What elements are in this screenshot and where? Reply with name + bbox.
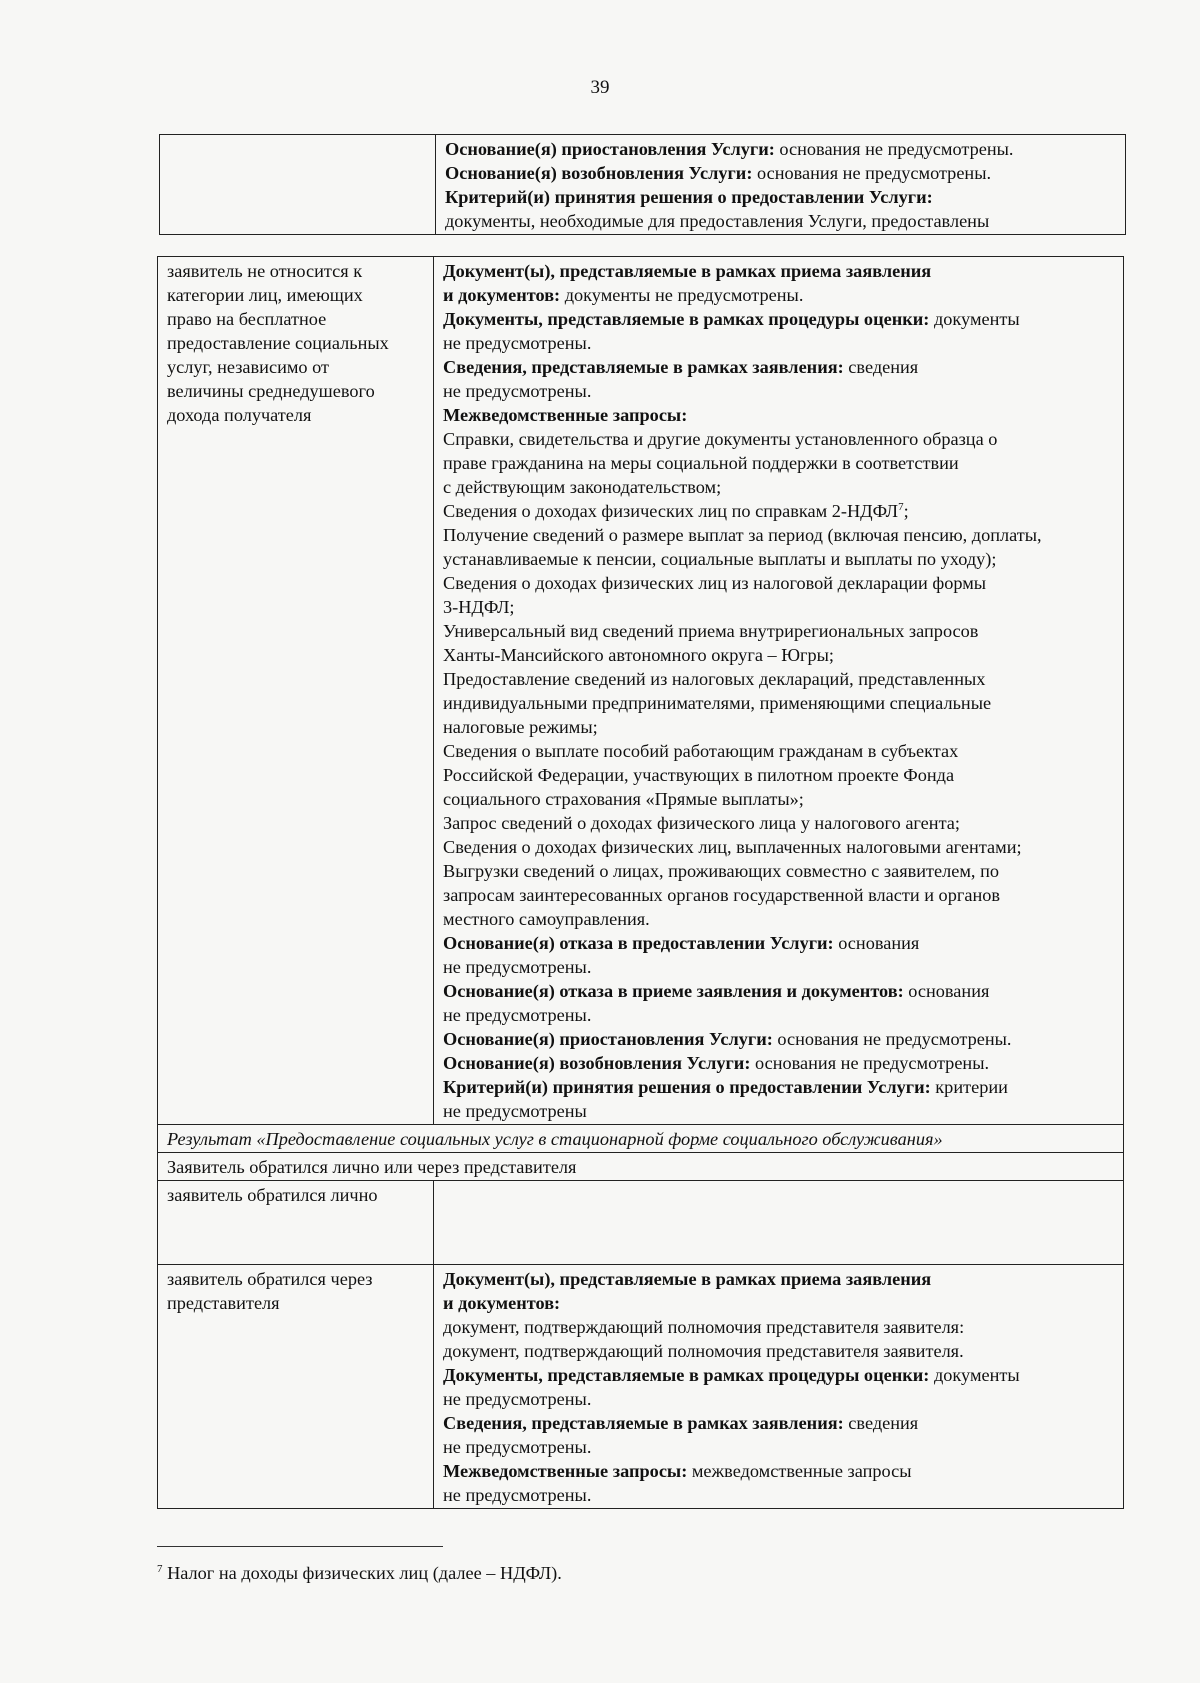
- text-segment: Сведения о выплате пособий работающим гражданам в субъектах: [443, 741, 959, 761]
- bold-segment: Основание(я) возобновления Услуги:: [443, 1053, 751, 1073]
- criteria-cell: [158, 257, 434, 1125]
- text-line: [443, 1459, 1115, 1483]
- text-line: [445, 185, 1117, 209]
- text-segment: не предусмотрены.: [443, 1485, 592, 1505]
- text-segment: не предусмотрены.: [443, 957, 592, 977]
- text-segment: Предоставление сведений из налоговых деклараций, представленных: [443, 669, 986, 689]
- text-line: [443, 259, 1115, 283]
- representative-applicant-cell: [158, 1265, 434, 1509]
- text-line: [443, 907, 1115, 931]
- plain-lines: [167, 1267, 425, 1315]
- text-line: [443, 763, 1115, 787]
- bold-segment: Основание(я) возобновления Услуги:: [445, 163, 753, 183]
- text-line: [443, 643, 1115, 667]
- text-segment: основания не предусмотрены.: [750, 1053, 990, 1073]
- table-row: [158, 1181, 1124, 1265]
- text-line: [443, 835, 1115, 859]
- text-line: дохода получателя: [167, 405, 312, 425]
- text-segment: не предусмотрены.: [443, 1389, 592, 1409]
- text-segment: Сведения о доходах физических лиц, выплаченных налоговыми агентами;: [443, 837, 1022, 857]
- applicant-heading: Заявитель обратился лично или через представителя: [158, 1153, 1124, 1181]
- text-segment: документы: [929, 309, 1020, 329]
- text-segment: устанавливаемые к пенсии, социальные выплаты и выплаты по уходу);: [443, 549, 997, 569]
- text-segment: запросам заинтересованных органов государственной власти и органов: [443, 885, 1001, 905]
- text-line: [443, 787, 1115, 811]
- personal-applicant-cell: заявитель обратился лично: [158, 1181, 434, 1265]
- text-segment: основания не предусмотрены.: [774, 139, 1014, 159]
- text-line: [443, 955, 1115, 979]
- text-segment: документы: [929, 1365, 1020, 1385]
- text-segment: документ, подтверждающий полномочия представителя заявителя.: [443, 1341, 964, 1361]
- text-line: [443, 355, 1115, 379]
- text-line: [443, 931, 1115, 955]
- text-line: представителя: [167, 1293, 280, 1313]
- text-segment: Ханты-Мансийского автономного округа – Югры;: [443, 645, 835, 665]
- text-line: [443, 1315, 1115, 1339]
- text-line: [443, 595, 1115, 619]
- text-line: [443, 859, 1115, 883]
- rich-lines: [443, 259, 1115, 1123]
- bold-segment: и документов:: [443, 285, 561, 305]
- footnote-marker: 7: [157, 1562, 163, 1575]
- result-heading: Результат «Предоставление социальных услуг в стационарной форме социального обслуживания»: [158, 1125, 1124, 1153]
- text-segment: налоговые режимы;: [443, 717, 598, 737]
- text-line: [443, 739, 1115, 763]
- bold-segment: Межведомственные запросы:: [443, 405, 688, 425]
- text-segment: праве гражданина на меры социальной поддержки в соответствии: [443, 453, 959, 473]
- text-segment: 3-НДФЛ;: [443, 597, 515, 617]
- bold-segment: Критерий(и) принятия решения о предоставлении Услуги:: [443, 1077, 931, 1097]
- page-number: 39: [590, 77, 610, 98]
- text-line: [443, 1075, 1115, 1099]
- text-line: [443, 1291, 1115, 1315]
- text-line: [443, 283, 1115, 307]
- text-line: [443, 427, 1115, 451]
- continued-table-right-cell: [436, 135, 1126, 235]
- text-segment: основания не предусмотрены.: [752, 163, 992, 183]
- bold-segment: Основание(я) отказа в приеме заявления и документов:: [443, 981, 904, 1001]
- text-line: [443, 1483, 1115, 1507]
- text-line: [445, 137, 1117, 161]
- text-segment: Получение сведений о размере выплат за период (включая пенсию, доплаты,: [443, 525, 1042, 545]
- continued-table: [159, 134, 1126, 235]
- text-line: [443, 523, 1115, 547]
- bold-segment: Документы, представляемые в рамках процедуры оценки:: [443, 1365, 930, 1385]
- text-line: [443, 499, 1115, 523]
- rich-lines: [443, 1267, 1115, 1507]
- text-segment: сведения: [843, 357, 919, 377]
- text-line: [443, 979, 1115, 1003]
- text-segment: сведения: [843, 1413, 919, 1433]
- text-line: заявитель обратился через: [167, 1269, 373, 1289]
- text-line: категории лиц, имеющих: [167, 285, 363, 305]
- text-line: [443, 619, 1115, 643]
- text-segment: местного самоуправления.: [443, 909, 650, 929]
- text-line: величины среднедушевого: [167, 381, 375, 401]
- text-line: [443, 1267, 1115, 1291]
- services-table: [157, 256, 1124, 1509]
- bold-segment: Документ(ы), представляемые в рамках приема заявления: [443, 1269, 932, 1289]
- continued-table-left-cell: [160, 135, 436, 235]
- text-segment: Российской Федерации, участвующих в пилотном проекте Фонда: [443, 765, 955, 785]
- text-line: [443, 307, 1115, 331]
- text-line: [443, 811, 1115, 835]
- text-line: [443, 403, 1115, 427]
- footnote: [157, 1561, 562, 1585]
- bold-segment: Основание(я) приостановления Услуги:: [443, 1029, 773, 1049]
- bold-segment: Документ(ы), представляемые в рамках приема заявления: [443, 261, 932, 281]
- text-segment: Справки, свидетельства и другие документы установленного образца о: [443, 429, 998, 449]
- text-segment: основания: [833, 933, 920, 953]
- footnote-separator: [157, 1546, 443, 1547]
- table-row: [158, 257, 1124, 1125]
- text-line: [443, 451, 1115, 475]
- text-line: право на бесплатное: [167, 309, 327, 329]
- text-line: [443, 1339, 1115, 1363]
- text-segment: межведомственные запросы: [687, 1461, 912, 1481]
- text-segment: критерии: [930, 1077, 1008, 1097]
- text-line: [443, 1387, 1115, 1411]
- bold-segment: Межведомственные запросы:: [443, 1461, 688, 1481]
- footnote-text: Налог на доходы физических лиц (далее – НДФЛ).: [162, 1563, 562, 1583]
- bold-segment: Документы, представляемые в рамках процедуры оценки:: [443, 309, 930, 329]
- text-line: [443, 1003, 1115, 1027]
- plain-lines: [167, 259, 425, 427]
- text-line: [443, 571, 1115, 595]
- representative-requirements-cell: [434, 1265, 1124, 1509]
- rich-lines: [445, 137, 1117, 233]
- text-line: [443, 1363, 1115, 1387]
- text-segment: социального страхования «Прямые выплаты»;: [443, 789, 804, 809]
- table-row: [158, 1153, 1124, 1181]
- text-segment: основания: [903, 981, 990, 1001]
- text-segment: не предусмотрены.: [443, 1005, 592, 1025]
- text-line: [443, 691, 1115, 715]
- text-segment: не предусмотрены.: [443, 333, 592, 353]
- bold-segment: Сведения, представляемые в рамках заявления:: [443, 1413, 844, 1433]
- text-line: [443, 1411, 1115, 1435]
- text-line: [443, 667, 1115, 691]
- text-line: предоставление социальных: [167, 333, 389, 353]
- text-segment: основания не предусмотрены.: [772, 1029, 1012, 1049]
- text-line: [445, 161, 1117, 185]
- text-line: [443, 1027, 1115, 1051]
- text-segment: не предусмотрены.: [443, 1437, 592, 1457]
- text-segment: Сведения о доходах физических лиц по справкам 2-НДФЛ: [443, 501, 899, 521]
- text-segment: Выгрузки сведений о лицах, проживающих совместно с заявителем, по: [443, 861, 999, 881]
- text-line: [443, 883, 1115, 907]
- requirements-cell: [434, 257, 1124, 1125]
- text-segment: документ, подтверждающий полномочия представителя заявителя:: [443, 1317, 965, 1337]
- text-segment: не предусмотрены: [443, 1101, 587, 1121]
- bold-segment: Сведения, представляемые в рамках заявления:: [443, 357, 844, 377]
- text-segment: документы не предусмотрены.: [560, 285, 804, 305]
- table-row: [158, 1125, 1124, 1153]
- bold-segment: Основание(я) приостановления Услуги:: [445, 139, 775, 159]
- text-segment: с действующим законодательством;: [443, 477, 722, 497]
- text-segment: Запрос сведений о доходах физического лица у налогового агента;: [443, 813, 960, 833]
- bold-segment: Основание(я) отказа в предоставлении Услуги:: [443, 933, 834, 953]
- personal-applicant-empty-cell: [434, 1181, 1124, 1265]
- bold-segment: и документов:: [443, 1293, 561, 1313]
- text-segment: ;: [903, 501, 909, 521]
- text-segment: Сведения о доходах физических лиц из налоговой декларации формы: [443, 573, 987, 593]
- text-segment: индивидуальными предпринимателями, применяющими специальные: [443, 693, 992, 713]
- table-row: [158, 1265, 1124, 1509]
- text-line: [443, 475, 1115, 499]
- text-line: [443, 1099, 1115, 1123]
- text-line: [443, 715, 1115, 739]
- footnote-ref: 7: [898, 500, 904, 513]
- text-segment: документы, необходимые для предоставления Услуги, предоставлены: [445, 211, 990, 231]
- text-segment: не предусмотрены.: [443, 381, 592, 401]
- text-line: [443, 379, 1115, 403]
- text-line: услуг, независимо от: [167, 357, 330, 377]
- text-line: заявитель не относится к: [167, 261, 363, 281]
- text-line: [443, 547, 1115, 571]
- bold-segment: Критерий(и) принятия решения о предоставлении Услуги:: [445, 187, 933, 207]
- text-line: [443, 1051, 1115, 1075]
- text-segment: Универсальный вид сведений приема внутрирегиональных запросов: [443, 621, 979, 641]
- text-line: [445, 209, 1117, 233]
- text-line: [443, 1435, 1115, 1459]
- text-line: [443, 331, 1115, 355]
